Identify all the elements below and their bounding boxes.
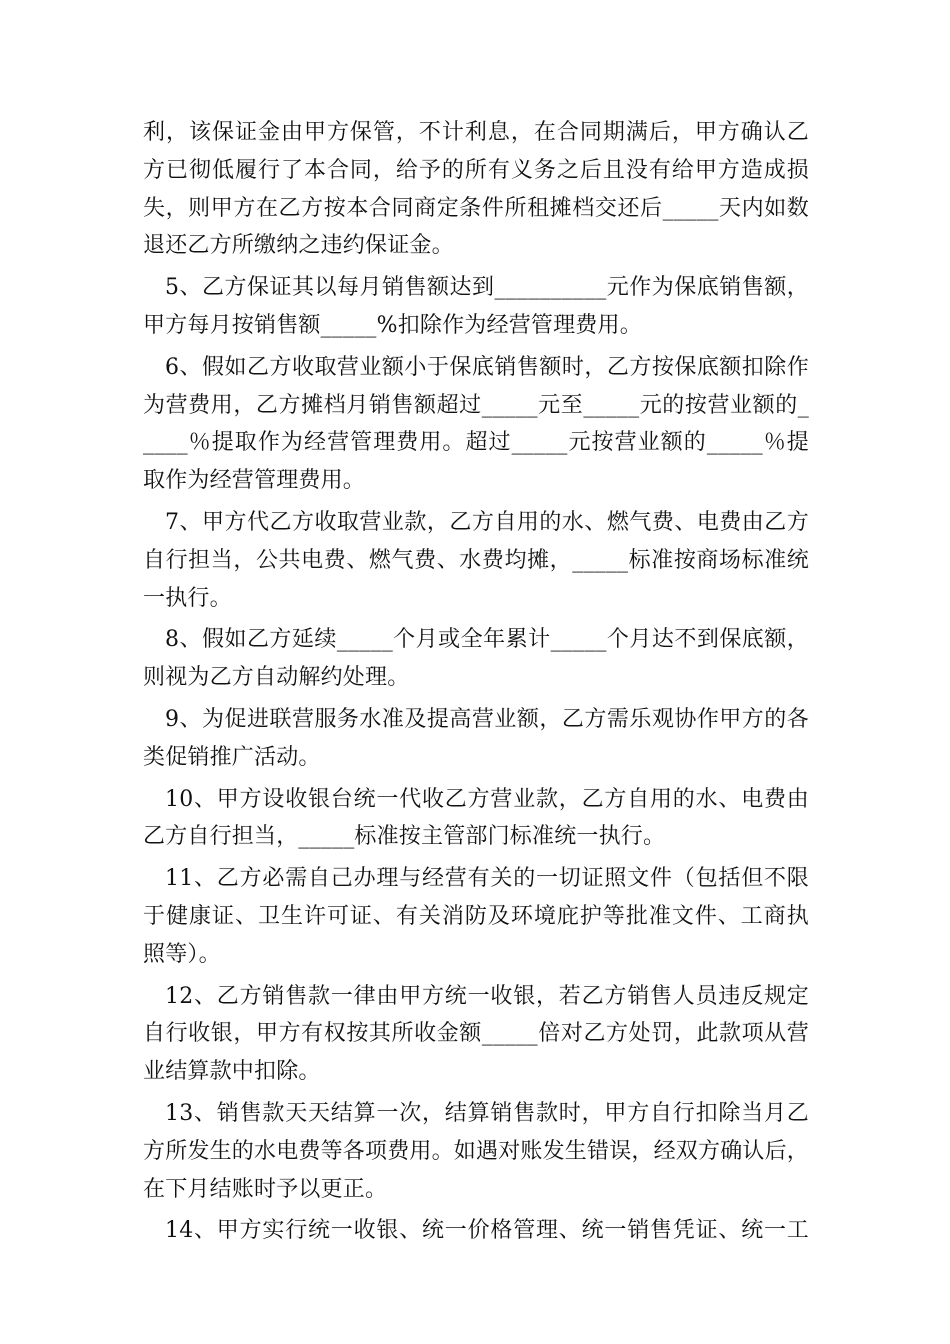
text-line: 一执行。 [143, 585, 232, 611]
text-line: 于健康证、卫生许可证、有关消防及环境庇护等批准文件、工商执 [143, 903, 809, 929]
text-line: 方所发生的水电费等各项费用。如遇对账发生错误，经双方确认后， [143, 1138, 810, 1164]
text-line: 13、销售款天天结算一次，结算销售款时，甲方自行扣除当月乙 [165, 1100, 809, 1126]
text-line: 方已彻低履行了本合同，给予的所有义务之后且没有给甲方造成损 [143, 157, 809, 183]
text-line: 12、乙方销售款一律由甲方统一收银，若乙方销售人员违反规定 [165, 983, 809, 1009]
text-line: 失，则甲方在乙方按本合同商定条件所租摊档交还后_____天内如数 [143, 195, 809, 221]
text-line: 自行担当，公共电费、燃气费、水费均摊，_____标准按商场标准统 [143, 547, 809, 573]
text-line: 自行收银，甲方有权按其所收金额_____倍对乙方处罚，此款项从营 [143, 1021, 809, 1047]
text-line: 8、假如乙方延续_____个月或全年累计_____个月达不到保底额， [165, 627, 809, 653]
text-line: 9、为促进联营服务水准及提高营业额，乙方需乐观协作甲方的各 [165, 706, 809, 732]
clause-6 [143, 349, 809, 500]
contract-body [143, 114, 809, 1254]
clause-12 [143, 978, 809, 1091]
clause-9 [143, 701, 809, 777]
text-line: 10、甲方设收银台统一代收乙方营业款，乙方自用的水、电费由 [165, 786, 809, 812]
text-line: ____％提取作为经营管理费用。超过_____元按营业额的_____％提 [143, 430, 809, 456]
text-line: 业结算款中扣除。 [143, 1059, 321, 1085]
text-line: 类促销推广活动。 [143, 744, 321, 770]
paragraph-deposit-continued [143, 114, 809, 265]
text-line: 7、甲方代乙方收取营业款，乙方自用的水、燃气费、电费由乙方 [165, 509, 809, 535]
text-line: 退还乙方所缴纳之违约保证金。 [143, 233, 454, 259]
text-line: 在下月结账时予以更正。 [143, 1176, 388, 1202]
clause-10 [143, 781, 809, 857]
clause-5 [143, 269, 809, 345]
text-line: 14、甲方实行统一收银、统一价格管理、统一销售凭证、统一工 [165, 1218, 809, 1244]
text-line: 甲方每月按销售额_____%扣除作为经营管理费用。 [143, 312, 642, 338]
text-line: 5、乙方保证其以每月销售额达到__________元作为保底销售额， [165, 275, 809, 301]
text-line: 为营费用，乙方摊档月销售额超过_____元至_____元的按营业额的_ [143, 392, 809, 418]
text-line: 11、乙方必需自己办理与经营有关的一切证照文件（包括但不限 [165, 866, 809, 892]
text-line: 乙方自行担当，_____标准按主管部门标准统一执行。 [143, 824, 666, 850]
text-line: 照等）。 [143, 941, 221, 967]
text-line: 取作为经营管理费用。 [143, 468, 366, 494]
clause-13 [143, 1095, 809, 1208]
text-line: 则视为乙方自动解约处理。 [143, 665, 410, 691]
clause-7 [143, 504, 809, 617]
clause-14 [143, 1212, 809, 1250]
text-line: 利，该保证金由甲方保管，不计利息，在合同期满后，甲方确认乙 [143, 120, 809, 145]
clause-8 [143, 621, 809, 697]
clause-11 [143, 860, 809, 973]
text-line: 6、假如乙方收取营业额小于保底销售额时，乙方按保底额扣除作 [165, 354, 809, 380]
